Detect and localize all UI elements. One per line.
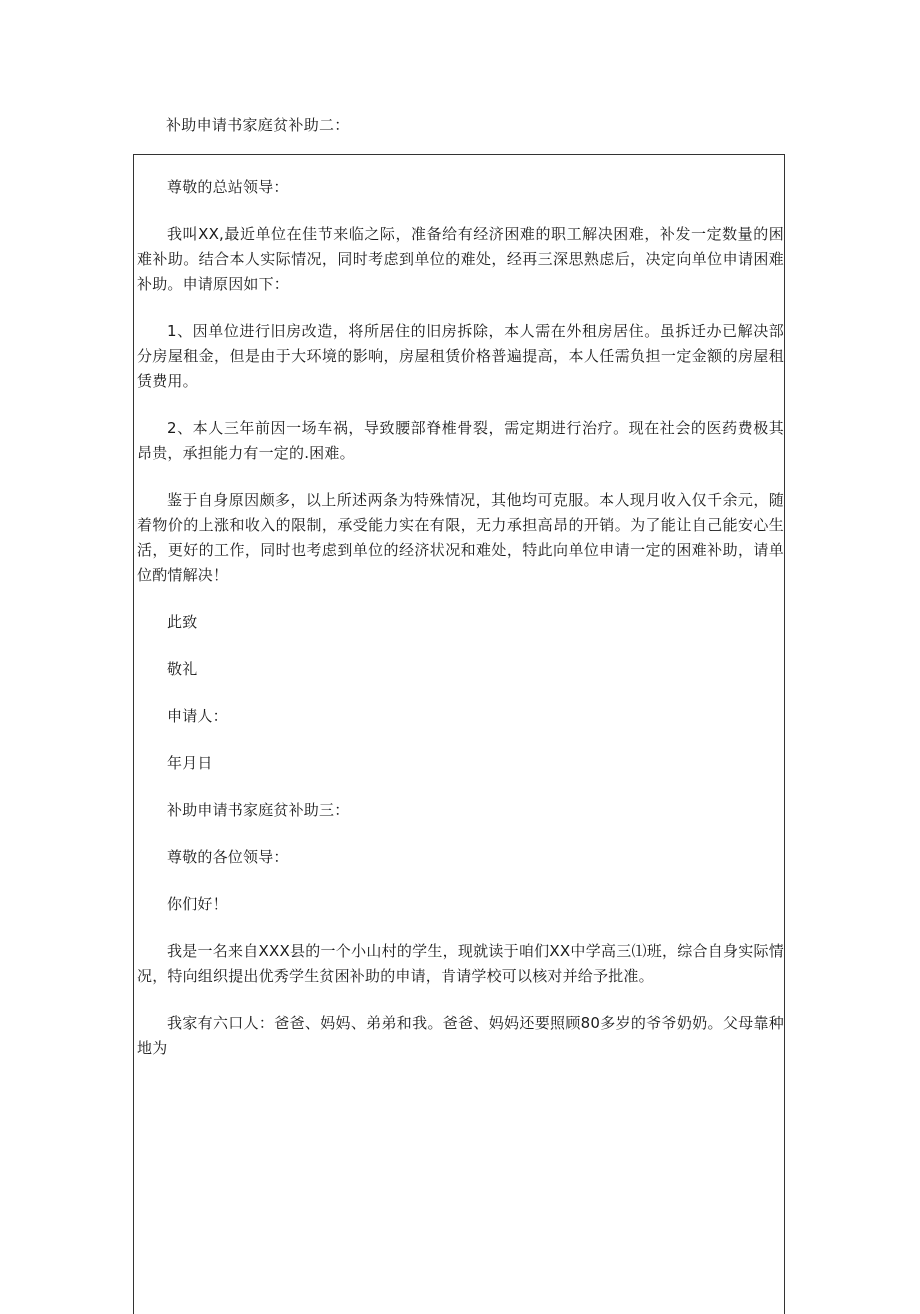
paragraph: 鉴于自身原因颇多，以上所述两条为特殊情况，其他均可克服。本人现月收入仅千余元，随着物价的上涨和收入的限制，承受能力实在有限，无力承担高昂的开销。为了能让自己能安心生活，更好的工作，同时也考虑到单位的经济状况和难处，特此向单位申请一定的困难补助，请单位酌情解决！ bbox=[137, 491, 784, 584]
paragraph: 我家有六口人：爸爸、妈妈、弟弟和我。爸爸、妈妈还要照顾80多岁的爷爷奶奶。父母靠种地为 bbox=[137, 1014, 784, 1057]
paragraph: 2、本人三年前因一场车祸，导致腰部脊椎骨裂，需定期进行治疗。现在社会的医药费极其昂贵，承担能力有一定的.困难。 bbox=[137, 419, 784, 462]
paragraph: 1、因单位进行旧房改造，将所居住的旧房拆除，本人需在外租房居住。虽拆迁办已解决部分房屋租金，但是由于大环境的影响，房屋租赁价格普遍提高，本人任需负担一定金额的房屋租赁费用。 bbox=[137, 322, 784, 390]
greeting: 你们好！ bbox=[167, 895, 228, 913]
section-two-heading: 补助申请书家庭贫补助二： bbox=[166, 116, 350, 134]
salutation-two: 尊敬的总站领导： bbox=[167, 178, 289, 196]
applicant-line: 申请人： bbox=[167, 707, 228, 725]
closing-line-2: 敬礼 bbox=[167, 660, 198, 678]
section-three-heading: 补助申请书家庭贫补助三： bbox=[167, 801, 350, 819]
salutation-three: 尊敬的各位领导： bbox=[167, 848, 289, 866]
paragraph: 我是一名来自XXX县的一个小山村的学生，现就读于咱们XX中学高三⑴班，综合自身实际情况，特向组织提出优秀学生贫困补助的申请，肯请学校可以核对并给予批准。 bbox=[137, 942, 784, 985]
document-body bbox=[137, 175, 784, 1083]
date-line: 年月日 bbox=[167, 754, 213, 772]
paragraph: 我叫XX,最近单位在佳节来临之际，准备给有经济困难的职工解决困难，补发一定数量的困难补助。结合本人实际情况，同时考虑到单位的难处，经再三深思熟虑后，决定向单位申请困难补助。申请原因如下： bbox=[137, 225, 784, 293]
closing-line-1: 此致 bbox=[167, 613, 198, 631]
